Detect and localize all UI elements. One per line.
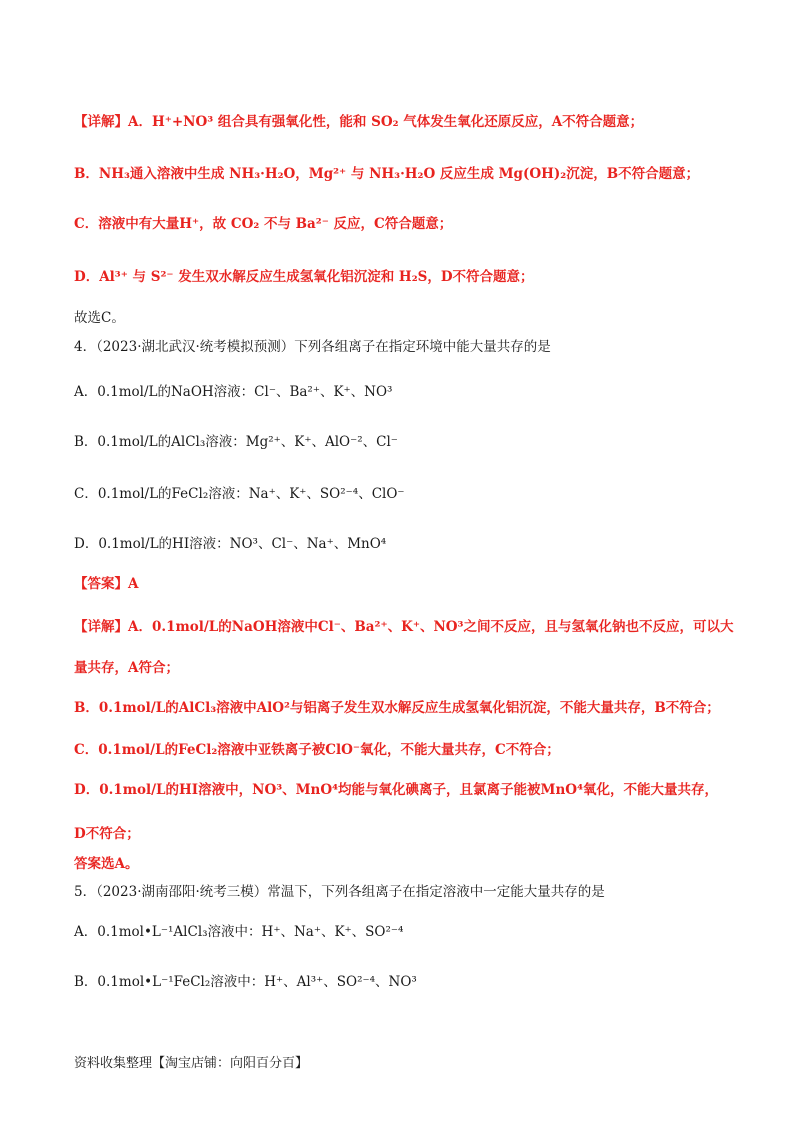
text-line: 答案选A。 [74,856,139,872]
text-line: 【答案】A [74,576,139,592]
text-line: C．溶液中有大量H⁺，故 CO₂ 不与 Ba²⁻ 反应，C符合题意； [74,216,453,232]
text-line: 5．（2023·湖南邵阳·统考三模）常温下，下列各组离子在指定溶液中一定能大量共存的是 [74,884,605,900]
text-line: 量共存，A符合； [74,660,179,676]
text-line: B．NH₃通入溶液中生成 NH₃·H₂O，Mg²⁺ 与 NH₃·H₂O 反应生成 Mg(OH)₂沉淀，B不符合题意； [74,166,700,182]
text-line: D．0.1mol/L的HI溶液中，NO³、MnO⁴均能与氧化碘离子，且氯离子能被MnO⁴氧化，不能大量共存， [74,782,718,798]
text-line: 4．（2023·湖北武汉·统考模拟预测）下列各组离子在指定环境中能大量共存的是 [74,339,551,355]
text-line: A．0.1mol/L的NaOH溶液：Cl⁻、Ba²⁺、K⁺、NO³ [74,384,393,400]
text-line: B．0.1mol•L⁻¹FeCl₂溶液中：H⁺、Al³⁺、SO²⁻⁴、NO³ [74,974,417,990]
text-line: B．0.1mol/L的AlCl₃溶液：Mg²⁺、K⁺、AlO⁻²、Cl⁻ [74,434,398,450]
text-line: 【详解】A．H⁺+NO³ 组合具有强氧化性，能和 SO₂ 气体发生氧化还原反应，A不符合题意； [74,114,644,130]
text-line: D不符合； [74,826,140,842]
text-line: D．Al³⁺ 与 S²⁻ 发生双水解反应生成氢氧化铝沉淀和 H₂S，D不符合题意； [74,269,534,285]
text-line: B．0.1mol/L的AlCl₃溶液中AlO²与铝离子发生双水解反应生成氢氧化铝沉淀，不能大量共存，B不符合； [74,700,720,716]
text-line: C．0.1mol/L的FeCl₂溶液：Na⁺、K⁺、SO²⁻⁴、ClO⁻ [74,486,405,502]
text-line: A．0.1mol•L⁻¹AlCl₃溶液中：H⁺、Na⁺、K⁺、SO²⁻⁴ [74,924,404,940]
text-line: D．0.1mol/L的HI溶液：NO³、Cl⁻、Na⁺、MnO⁴ [74,536,387,552]
text-line: C．0.1mol/L的FeCl₂溶液中亚铁离子被ClO⁻氧化，不能大量共存，C不符合； [74,742,560,758]
text-line: 【详解】A．0.1mol/L的NaOH溶液中Cl⁻、Ba²⁺、K⁺、NO³之间不反应，且与氢氧化钠也不反应，可以大 [74,619,734,635]
footer-note: 资料收集整理【淘宝店铺：向阳百分百】 [74,1056,309,1071]
text-line: 故选C。 [74,310,125,326]
